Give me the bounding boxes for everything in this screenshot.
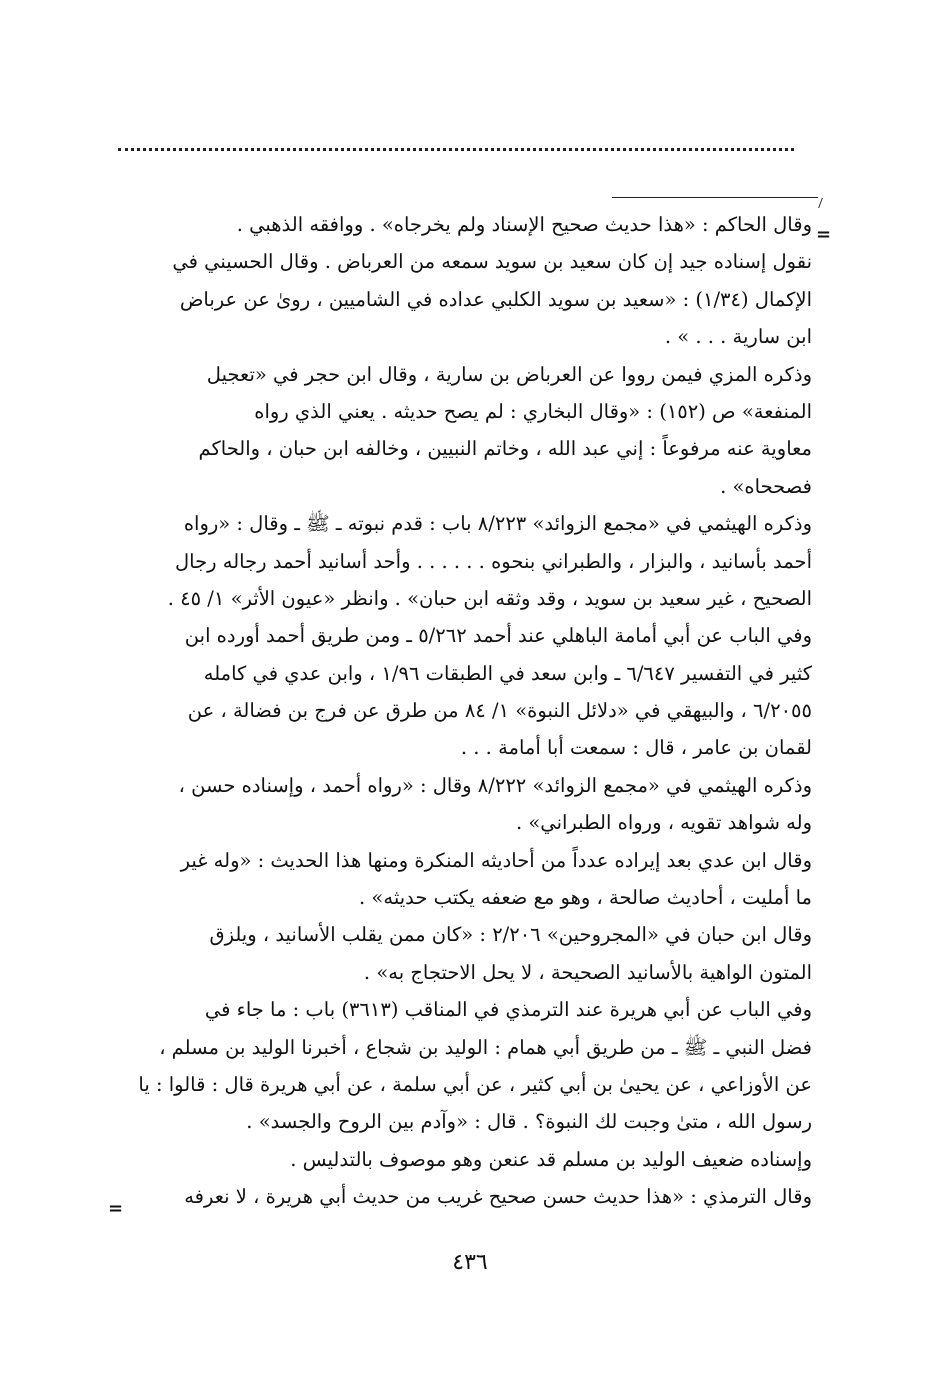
text-line: معاوية عنه مرفوعاً : إني عبد الله ، وخاتم النبيين ، وخالفه ابن حبان ، والحاكم (198, 437, 812, 461)
text-line: فصححاه» . (720, 474, 812, 498)
text-line: وله شواهد تقويه ، ورواه الطبراني» . (515, 811, 812, 835)
continuation-marker-top: = (816, 224, 832, 245)
text-line: وقال ابن حبان في «المجروحين» ٢/٢٠٦ : «كان ممن يقلب الأسانيد ، ويلزق (209, 923, 812, 947)
text-line: رسول الله ، متىٰ وجبت لك النبوة؟ . قال : «وآدم بين الروح والجسد» . (246, 1110, 812, 1134)
text-line: وذكره المزي فيمن رووا عن العرباض بن سارية ، وقال ابن حجر في «تعجيل (206, 362, 812, 386)
text-line: الصحيح ، غير سعيد بن سويد ، وقد وثقه ابن حبان» . وانظر «عيون الأثر» ١/ ٤٥ . (167, 586, 812, 610)
page-number: ٤٣٦ (452, 1250, 488, 1275)
text-line: وذكره الهيثمي في «مجمع الزوائد» ٨/٢٢٣ باب : قدم نبوته ـ ﷺ ـ وقال : «رواه (183, 512, 812, 536)
text-line: وقال ابن عدي بعد إيراده عدداً من أحاديثه المنكرة ومنها هذا الحديث : «وله غير (180, 848, 812, 872)
text-line: أحمد بأسانيد ، والبزار ، والطبراني بنحوه . . . . . . وأحد أسانيد أحمد رجاله رجال (174, 549, 812, 573)
text-line: ما أمليت ، أحاديث صالحة ، وهو مع ضعفه يكتب حديثه» . (359, 886, 812, 910)
continuation-marker-end: = (108, 1198, 124, 1219)
text-line: كثير في التفسير ٦/٦٤٧ ـ وابن سعد في الطبقات ١/٩٦ ، وابن عدي في كامله (203, 661, 812, 685)
text-line: المنفعة» ص (١٥٢) : «وقال البخاري : لم يصح حديثه . يعني الذي رواه (254, 399, 812, 423)
text-line: ٦/٢٠٥٥ ، والبيهقي في «دلائل النبوة» ١/ ٨٤ من طرق عن فرج بن فضالة ، عن (187, 699, 812, 723)
text-line: وقال الترمذي : «هذا حديث حسن صحيح غريب من حديث أبي هريرة ، لا نعرفه (184, 1185, 812, 1209)
text-line: الإكمال (١/٣٤) : «سعيد بن سويد الكلبي عداده في الشاميين ، روىٰ عن عرباض (179, 287, 812, 311)
text-line: لقمان بن عامر ، قال : سمعت أبا أمامة . . . (460, 736, 812, 760)
dotted-separator (118, 148, 794, 151)
text-line: فضل النبي ـ ﷺ ـ من طريق أبي همام : الوليد بن شجاع ، أخبرنا الوليد بن مسلم ، (159, 1035, 812, 1059)
footnote-rule (612, 197, 818, 198)
footnote-rule-tick (812, 198, 823, 208)
text-line: وفي الباب عن أبي أمامة الباهلي عند أحمد ٥/٢٦٢ ـ ومن طريق أحمد أورده ابن (184, 624, 812, 648)
text-line: وفي الباب عن أبي هريرة عند الترمذي في المناقب (٣٦١٣) باب : ما جاء في (204, 998, 812, 1022)
text-line: وقال الحاكم : «هذا حديث صحيح الإسناد ولم يخرجاه» . ووافقه الذهبي . (236, 213, 812, 236)
text-line: وإسناده ضعيف الوليد بن مسلم قد عنعن وهو موصوف بالتدليس . (290, 1147, 812, 1171)
text-line: المتون الواهية بالأسانيد الصحيحة ، لا يحل الاحتجاج به» . (363, 960, 812, 984)
text-line: نقول إسناده جيد إن كان سعيد بن سويد سمعه من العرباض . وقال الحسيني في (172, 250, 812, 274)
text-line: عن الأوزاعي ، عن يحيىٰ بن أبي كثير ، عن أبي سلمة ، عن أبي هريرة قال : قالوا : يا (138, 1072, 812, 1096)
footnote-text (108, 206, 812, 1219)
text-line: ابن سارية . . . » . (664, 325, 812, 349)
text-line: وذكره الهيثمي في «مجمع الزوائد» ٨/٢٢٢ وقال : «رواه أحمد ، وإسناده حسن ، (178, 773, 812, 797)
